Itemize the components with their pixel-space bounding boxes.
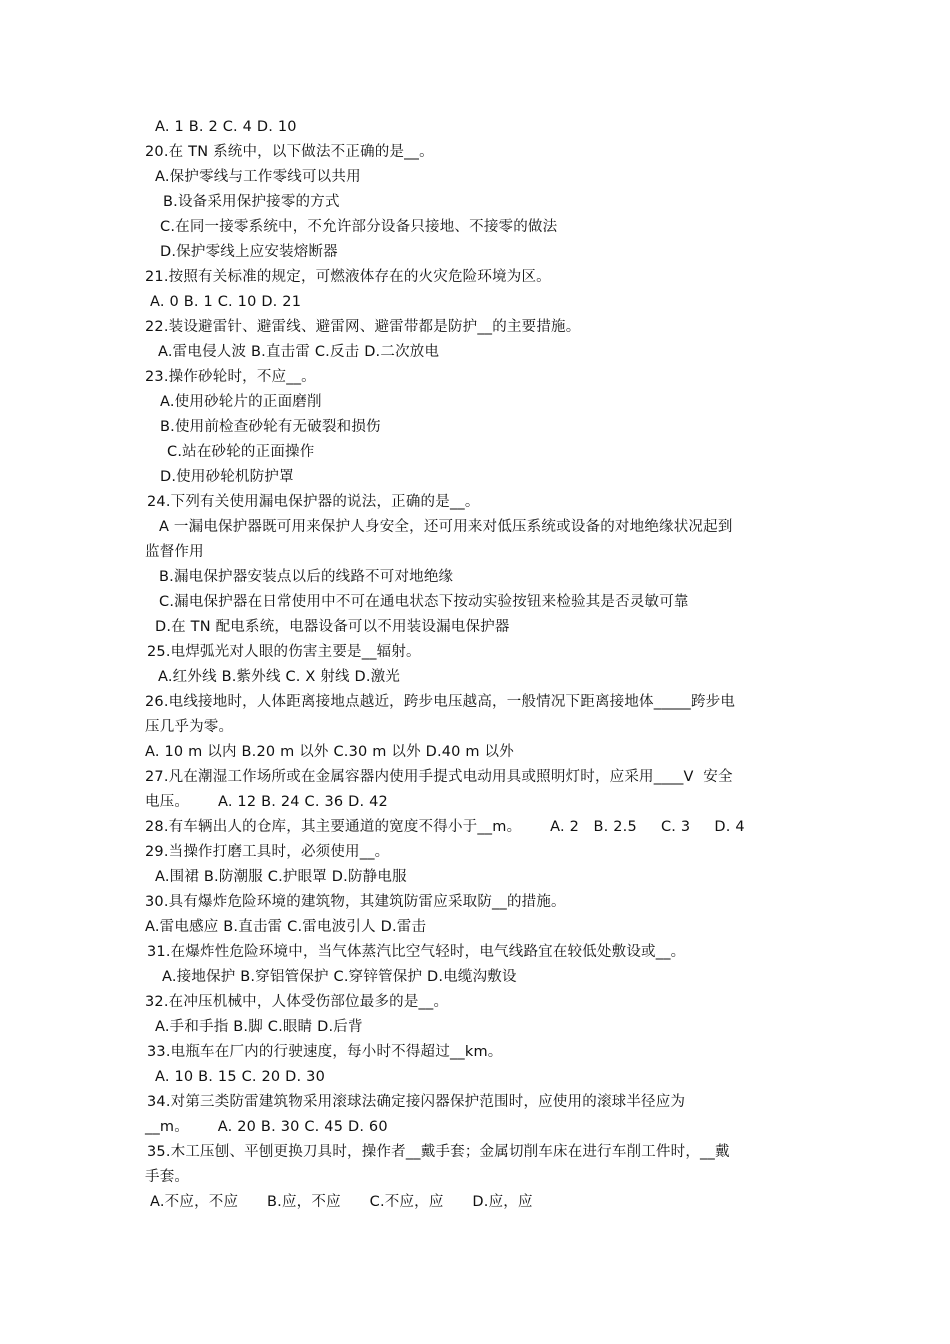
q23-option-b: B.使用前检查砂轮有无破裂和损伤 xyxy=(160,419,381,435)
q24-option-a: A 一漏电保护器既可用来保护人身安全，还可用来对低压系统或设备的对地绝缘状况起到 xyxy=(159,519,733,535)
q24-option-c: C.漏电保护器在日常使用中不可在通电状态下按动实验按钮来检验其是否灵敏可靠 xyxy=(159,594,689,610)
q34-question: 34.对第三类防雷建筑物采用滚球法确定接闪器保护范围时，应使用的滚球半径应为 xyxy=(147,1094,686,1110)
q25-question: 25.电焊弧光对人眼的伤害主要是__辐射。 xyxy=(147,644,421,660)
q26-options: A. 10 m 以内 B.20 m 以外 C.30 m 以外 D.40 m 以外 xyxy=(145,744,514,760)
q35-question: 35.木工压刨、平刨更换刀具时，操作者__戴手套；金属切削车床在进行车削工件时，__戴 xyxy=(147,1144,730,1160)
q35-question-continued: 手套。 xyxy=(145,1169,190,1185)
q32-question: 32.在冲压机械中，人体受伤部位最多的是__。 xyxy=(145,994,449,1010)
q33-options: A. 10 B. 15 C. 20 D. 30 xyxy=(155,1069,326,1085)
q20-option-d: D.保护零线上应安装熔断器 xyxy=(160,244,338,260)
q24-question: 24.下列有关使用漏电保护器的说法，正确的是__。 xyxy=(147,494,480,510)
q22-question: 22.装设避雷针、避雷线、避雷网、避雷带都是防护__的主要措施。 xyxy=(145,319,581,335)
q21-options: A. 0 B. 1 C. 10 D. 21 xyxy=(150,294,302,310)
q23-option-a: A.使用砂轮片的正面磨削 xyxy=(160,394,322,410)
q28-question: 28.有车辆出人的仓库，其主要通道的宽度不得小于__m。 A. 2 B. 2.5 C. 3 D. 4 xyxy=(145,819,745,835)
q23-question: 23.操作砂轮时，不应__。 xyxy=(145,369,316,385)
q31-question: 31.在爆炸性危险环境中，当气体蒸汽比空气轻时，电气线路宜在较低处敷设或__。 xyxy=(147,944,686,960)
q20-question: 20.在 TN 系统中，以下做法不正确的是__。 xyxy=(145,144,434,160)
q25-options: A.红外线 B.紫外线 C. X 射线 D.激光 xyxy=(158,669,401,685)
q23-option-c: C.站在砂轮的正面操作 xyxy=(167,444,315,460)
q26-question: 26.电线接地时，人体距离接地点越近，跨步电压越高，一般情况下距离接地体_____跨步电 xyxy=(145,694,736,710)
q26-question-continued: 压几乎为零。 xyxy=(145,719,234,735)
q30-options: A.雷电感应 B.直击雷 C.雷电波引人 D.雷击 xyxy=(145,919,427,935)
q33-question: 33.电瓶车在厂内的行驶速度，每小时不得超过__km。 xyxy=(147,1044,503,1060)
q29-options: A.围裙 B.防潮服 C.护眼罩 D.防静电服 xyxy=(155,869,407,885)
q23-option-d: D.使用砂轮机防护罩 xyxy=(160,469,294,485)
q35-options: A.不应，不应 B.应，不应 C.不应，应 D.应，应 xyxy=(150,1194,533,1210)
q30-question: 30.具有爆炸危险环境的建筑物，其建筑防雷应采取防__的措施。 xyxy=(145,894,566,910)
q24-option-d: D.在 TN 配电系统，电器设备可以不用装设漏电保护器 xyxy=(155,619,510,635)
q21-question: 21.按照有关标准的规定，可燃液体存在的火灾危险环境为区。 xyxy=(145,269,551,285)
q31-options: A.接地保护 B.穿铝管保护 C.穿锌管保护 D.电缆沟敷设 xyxy=(162,969,517,985)
q34-question-continued: __m。 A. 20 B. 30 C. 45 D. 60 xyxy=(145,1119,388,1135)
q20-option-a: A.保护零线与工作零线可以共用 xyxy=(155,169,361,185)
q22-options: A.雷电侵人波 B.直击雷 C.反击 D.二次放电 xyxy=(158,344,440,360)
q27-question-continued: 电压。 A. 12 B. 24 C. 36 D. 42 xyxy=(145,794,388,810)
q24-option-b: B.漏电保护器安装点以后的线路不可对地绝缘 xyxy=(159,569,454,585)
q20-option-b: B.设备采用保护接零的方式 xyxy=(163,194,340,210)
q32-options: A.手和手指 B.脚 C.眼睛 D.后背 xyxy=(155,1019,363,1035)
q19-options: A. 1 B. 2 C. 4 D. 10 xyxy=(155,119,297,135)
q29-question: 29.当操作打磨工具时，必须使用__。 xyxy=(145,844,390,860)
q27-question: 27.凡在潮湿工作场所或在金属容器内使用手提式电动用具或照明灯时，应采用____V 安全 xyxy=(145,769,733,785)
q20-option-c: C.在同一接零系统中，不允许部分设备只接地、不接零的做法 xyxy=(160,219,558,235)
q24-option-a-continued: 监督作用 xyxy=(145,544,204,560)
